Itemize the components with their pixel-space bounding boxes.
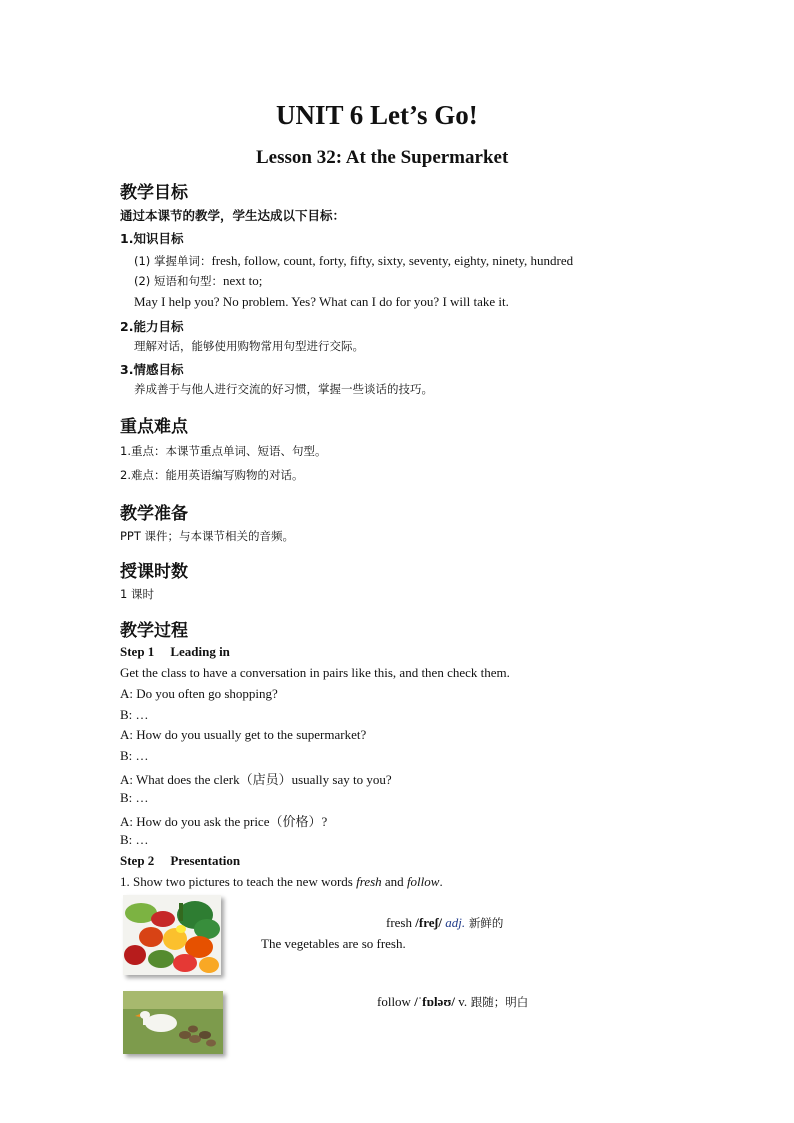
key-point-1: 1.重点：本课节重点单词、短语、句型。 bbox=[120, 444, 327, 458]
knowledge-line-2: (2) 短语和句型：next to; bbox=[134, 273, 263, 288]
ability-heading: 2.能力目标 bbox=[120, 319, 184, 334]
dialogue-line: B: … bbox=[120, 832, 149, 847]
dialogue-line: B: … bbox=[120, 790, 149, 805]
dialogue-line: A: What does the clerk（店员）usually say to you? bbox=[120, 772, 392, 787]
step2-instruction: 1. Show two pictures to teach the new words fresh and follow. bbox=[120, 874, 443, 889]
key-point-2: 2.难点：能用英语编写购物的对话。 bbox=[120, 468, 304, 482]
goals-intro: 通过本课节的教学，学生达成以下目标： bbox=[120, 208, 346, 223]
vocab-fresh-entry: fresh /freʃ/ adj. 新鲜的 bbox=[386, 915, 504, 930]
dialogue-line: A: How do you ask the price（价格）? bbox=[120, 814, 328, 829]
dialogue-line: B: … bbox=[120, 748, 149, 763]
step2-heading: Step 2 Presentation bbox=[120, 853, 241, 868]
preparation-heading: 教学准备 bbox=[120, 504, 188, 524]
hours-text: 1 课时 bbox=[120, 587, 154, 601]
emotion-text: 养成善于与他人进行交流的好习惯，掌握一些谈话的技巧。 bbox=[134, 382, 433, 396]
step1-heading: Step 1 Leading in bbox=[120, 644, 230, 659]
dialogue-line: A: How do you usually get to the supermarket? bbox=[120, 727, 367, 742]
preparation-text: PPT 课件；与本课节相关的音频。 bbox=[120, 529, 295, 543]
vocab-follow-entry: follow /ˈfɒləʊ/ v. 跟随；明白 bbox=[377, 994, 529, 1009]
step1-instruction: Get the class to have a conversation in pairs like this, and then check them. bbox=[120, 665, 510, 680]
key-points-heading: 重点难点 bbox=[120, 417, 188, 437]
unit-title: UNIT 6 Let’s Go! bbox=[276, 100, 478, 130]
vocab-fresh-example: The vegetables are so fresh. bbox=[261, 936, 406, 951]
knowledge-line-3: May I help you? No problem. Yes? What can I do for you? I will take it. bbox=[134, 294, 509, 309]
knowledge-line-1: (1) 掌握单词：fresh, follow, count, forty, fifty, sixty, seventy, eighty, ninety, hundred bbox=[134, 253, 574, 268]
knowledge-heading: 1.知识目标 bbox=[120, 231, 184, 246]
dialogue-line: B: … bbox=[120, 707, 149, 722]
goals-heading: 教学目标 bbox=[120, 183, 188, 203]
lesson-title: Lesson 32: At the Supermarket bbox=[256, 147, 509, 168]
ducks-photo bbox=[123, 991, 223, 1054]
hours-heading: 授课时数 bbox=[120, 562, 188, 582]
vegetables-photo bbox=[123, 895, 221, 975]
emotion-heading: 3.情感目标 bbox=[120, 362, 184, 377]
ability-text: 理解对话，能够使用购物常用句型进行交际。 bbox=[134, 339, 364, 353]
process-heading: 教学过程 bbox=[120, 621, 188, 641]
dialogue-line: A: Do you often go shopping? bbox=[120, 686, 278, 701]
